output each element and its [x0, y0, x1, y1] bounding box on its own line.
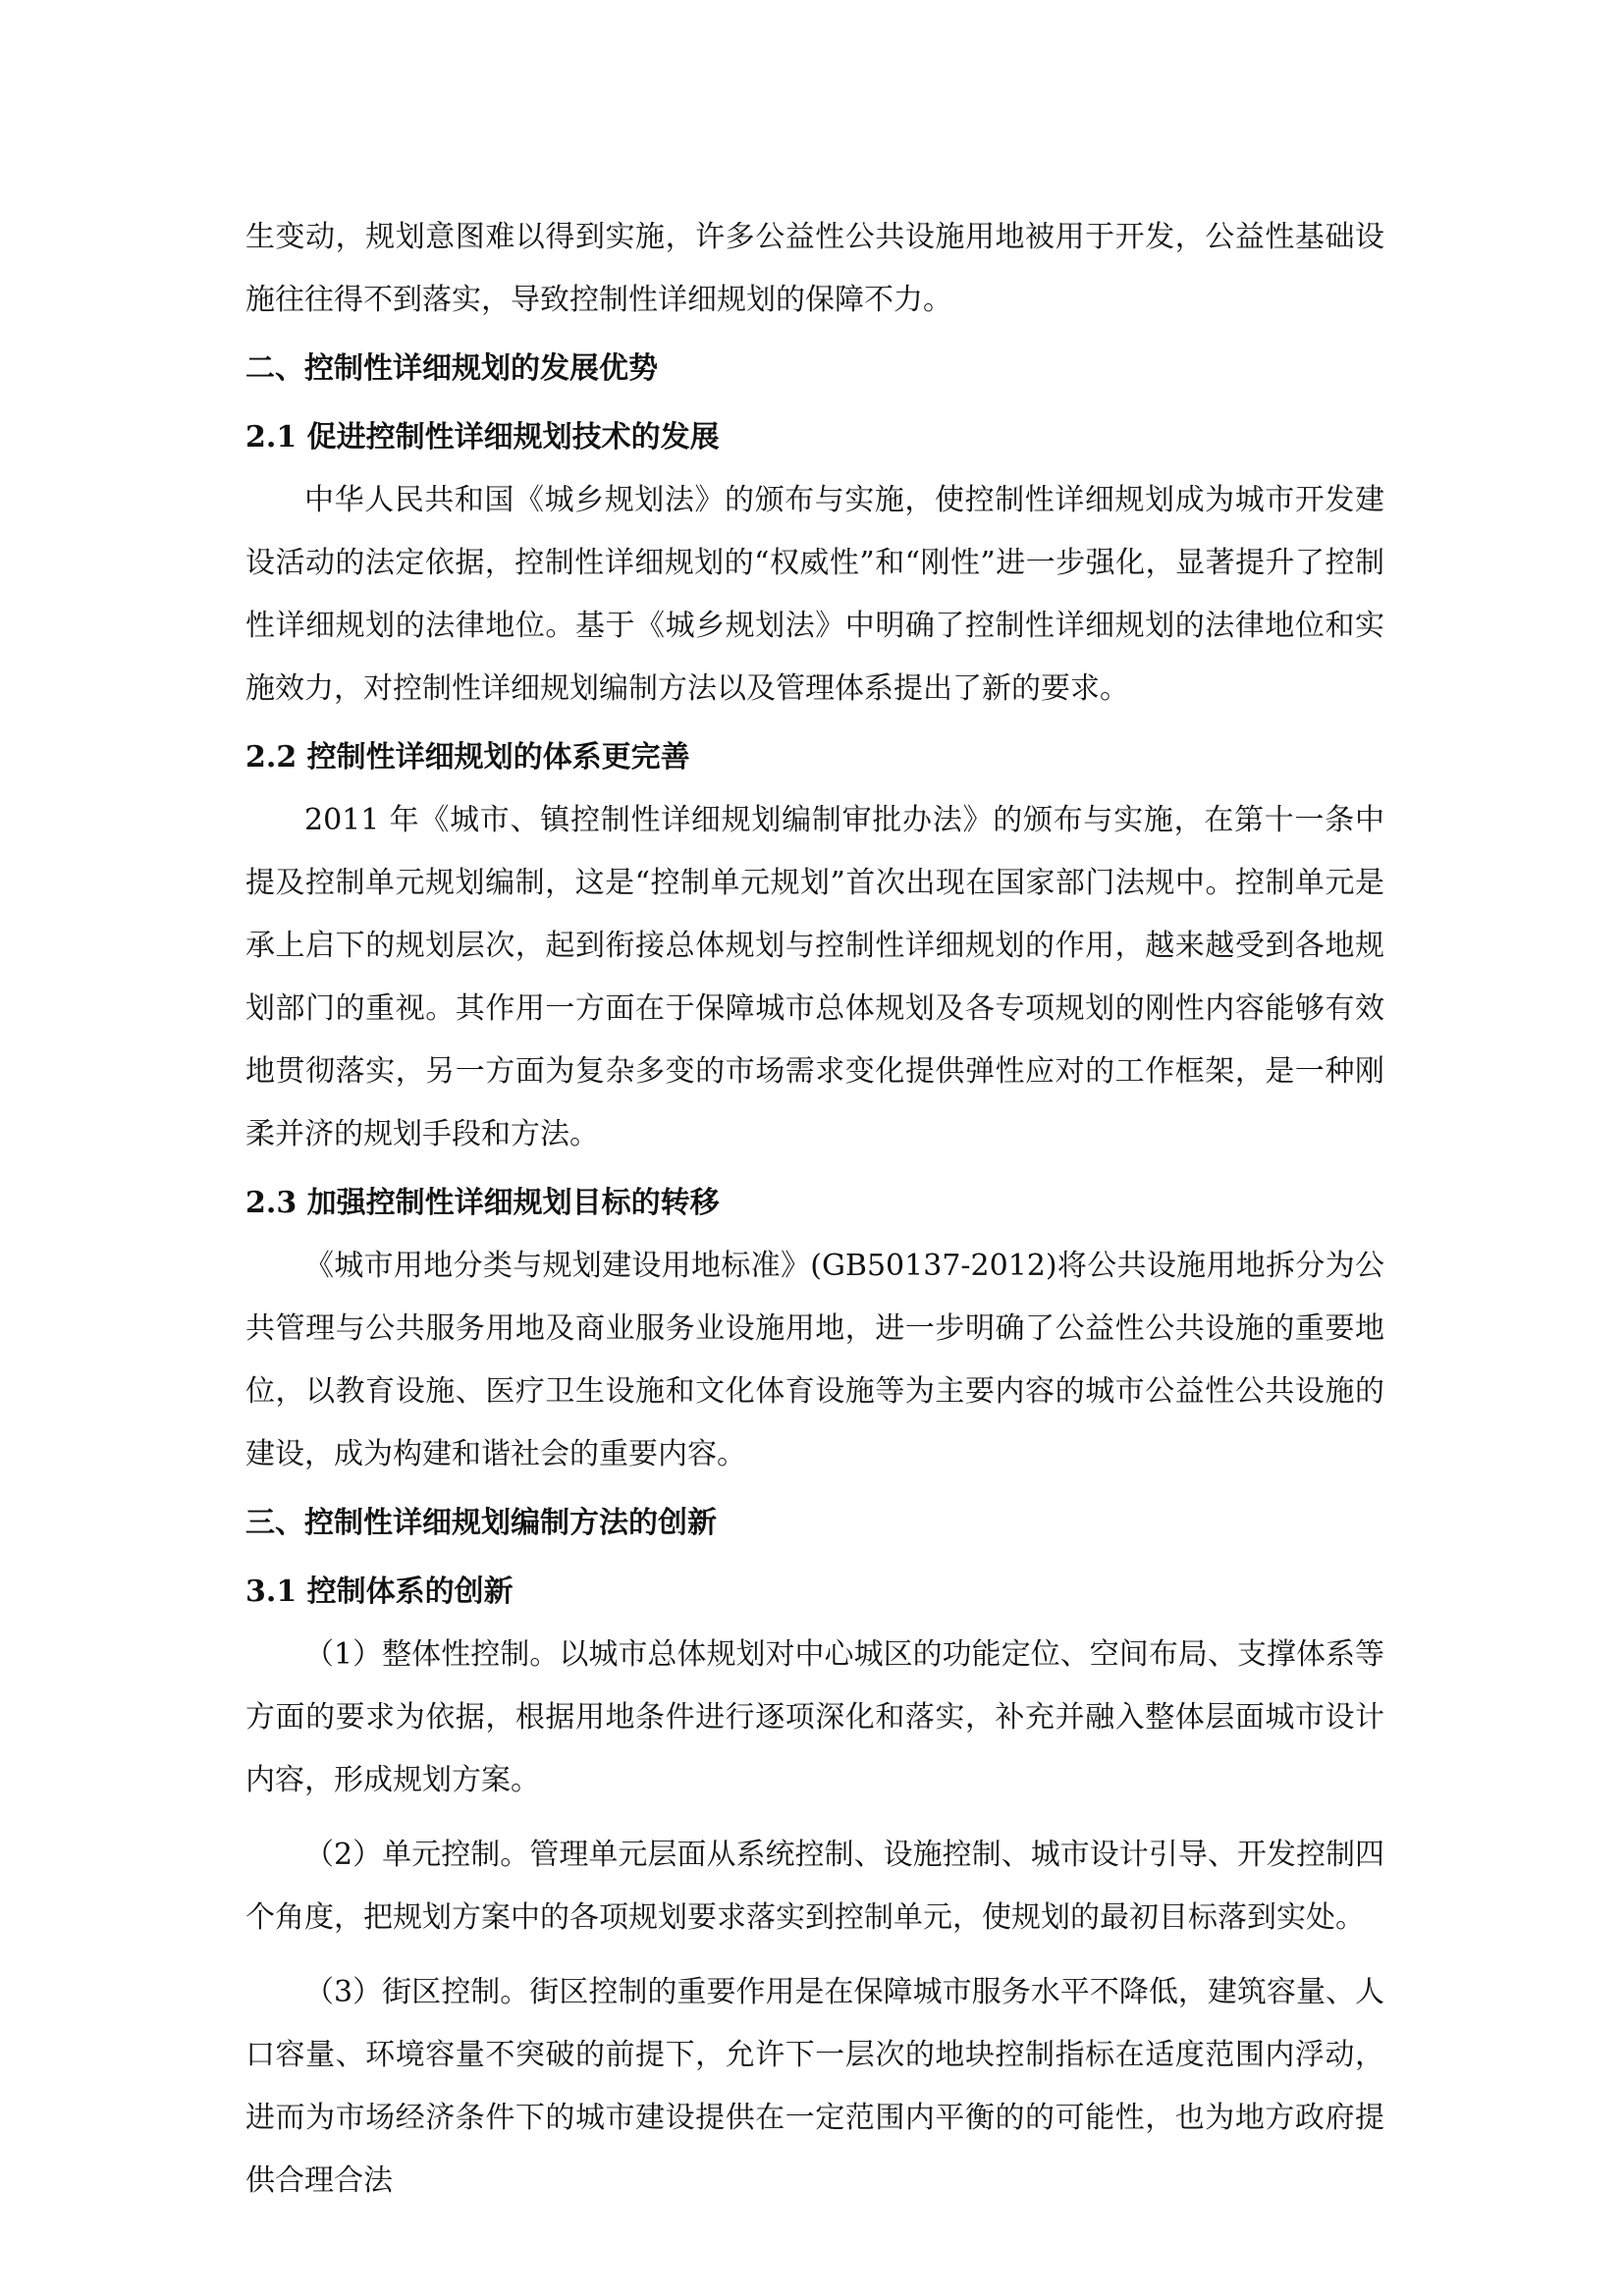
paragraph-2-2: 2011 年《城市、镇控制性详细规划编制审批办法》的颁布与实施，在第十一条中提及控制单元规划编制，这是“控制单元规划”首次出现在国家部门法规中。控制单元是承上启下的规划层次，起到衔接总体规划与控制性详细规划的作用，越来越受到各地规划部门的重视。其作用一方面在于保障城市总体规划及各专项规划的刚性内容能够有效地贯彻落实，另一方面为复杂多变的市场需求变化提供弹性应对的工作框架，是一种刚柔并济的规划手段和方法。 [245, 803, 1384, 1151]
section-heading-3: 三、控制性详细规划编制方法的创新 [245, 1506, 717, 1540]
section-heading-2: 二、控制性详细规划的发展优势 [245, 351, 658, 386]
subsection-heading-2-1: 2.1 促进控制性详细规划技术的发展 [245, 420, 720, 454]
paragraph-2-3: 《城市用地分类与规划建设用地标准》(GB50137-2012)将公共设施用地拆分为公共管理与公共服务用地及商业服务业设施用地，进一步明确了公益性公共设施的重要地位，以教育设施、医疗卫生设施和文化体育设施等为主要内容的城市公益性公共设施的建设，成为构建和谐社会的重要内容。 [245, 1249, 1384, 1471]
paragraph-3-1-2: （2）单元控制。管理单元层面从系统控制、设施控制、城市设计引导、开发控制四个角度，把规划方案中的各项规划要求落实到控制单元，使规划的最初目标落到实处。 [245, 1838, 1384, 1935]
paragraph-3-1-3: （3）街区控制。街区控制的重要作用是在保障城市服务水平不降低，建筑容量、人口容量、环境容量不突破的前提下，允许下一层次的地块控制指标在适度范围内浮动，进而为市场经济条件下的城市建设提供在一定范围内平衡的的可能性，也为地方政府提供合理合法 [245, 1975, 1384, 2198]
subsection-heading-2-2: 2.2 控制性详细规划的体系更完善 [245, 740, 690, 774]
subsection-heading-3-1: 3.1 控制体系的创新 [245, 1575, 514, 1609]
paragraph-3-1-1: （1）整体性控制。以城市总体规划对中心城区的功能定位、空间布局、支撑体系等方面的要求为依据，根据用地条件进行逐项深化和落实，补充并融入整体层面城市设计内容，形成规划方案。 [245, 1637, 1384, 1797]
paragraph-continued: 生变动，规划意图难以得到实施，许多公益性公共设施用地被用于开发，公益性基础设施往往得不到落实，导致控制性详细规划的保障不力。 [245, 220, 1384, 317]
subsection-heading-2-3: 2.3 加强控制性详细规划目标的转移 [245, 1186, 720, 1220]
paragraph-2-1: 中华人民共和国《城乡规划法》的颁布与实施，使控制性详细规划成为城市开发建设活动的法定依据，控制性详细规划的“权威性”和“刚性”进一步强化，显著提升了控制性详细规划的法律地位。基于《城乡规划法》中明确了控制性详细规划的法律地位和实施效力，对控制性详细规划编制方法以及管理体系提出了新的要求。 [245, 483, 1384, 706]
document-page [245, 206, 1384, 2213]
